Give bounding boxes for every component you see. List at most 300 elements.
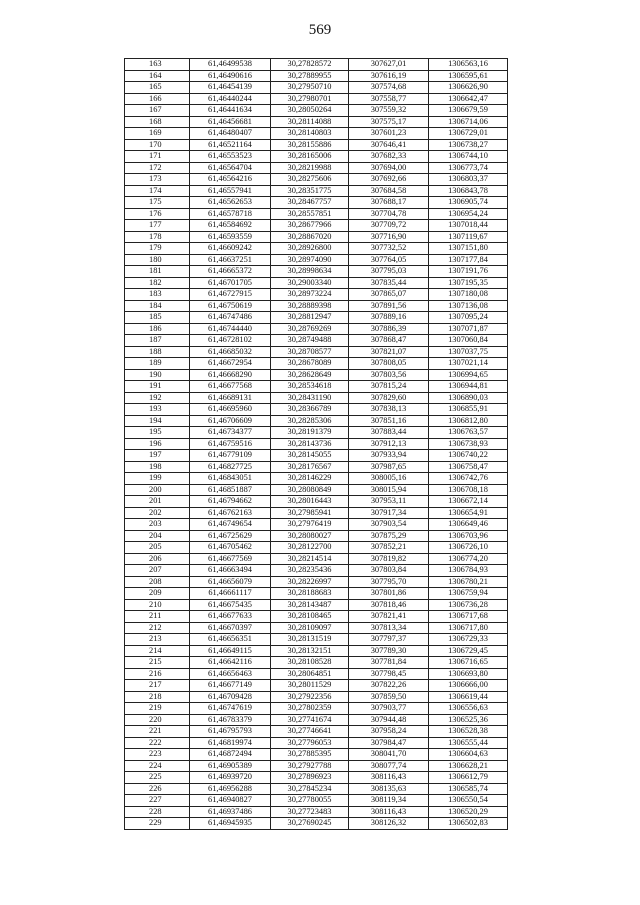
x-coordinate-cell: 307838,13 bbox=[349, 404, 429, 416]
point-number-cell: 180 bbox=[125, 254, 190, 266]
table-row bbox=[125, 243, 508, 255]
x-coordinate-cell: 307984,47 bbox=[349, 737, 429, 749]
y-coordinate-cell: 1306812,80 bbox=[429, 415, 508, 427]
table-row bbox=[125, 70, 508, 82]
table-row bbox=[125, 450, 508, 462]
x-coordinate-cell: 308041,70 bbox=[349, 749, 429, 761]
y-coordinate-cell: 1306740,22 bbox=[429, 450, 508, 462]
x-coordinate-cell: 307917,34 bbox=[349, 507, 429, 519]
point-number-cell: 174 bbox=[125, 185, 190, 197]
y-coordinate-cell: 1306890,03 bbox=[429, 392, 508, 404]
table-row bbox=[125, 312, 508, 324]
coordinates-table-body bbox=[125, 59, 508, 830]
point-number-cell: 196 bbox=[125, 438, 190, 450]
y-coordinate-cell: 1306612,79 bbox=[429, 772, 508, 784]
latitude-cell: 61,46728102 bbox=[190, 335, 271, 347]
point-number-cell: 170 bbox=[125, 139, 190, 151]
x-coordinate-cell: 307944,48 bbox=[349, 714, 429, 726]
table-row bbox=[125, 519, 508, 531]
latitude-cell: 61,46956288 bbox=[190, 783, 271, 795]
latitude-cell: 61,46747619 bbox=[190, 703, 271, 715]
point-number-cell: 220 bbox=[125, 714, 190, 726]
longitude-cell: 30,27746641 bbox=[271, 726, 349, 738]
table-row bbox=[125, 82, 508, 94]
longitude-cell: 30,28108528 bbox=[271, 657, 349, 669]
table-row bbox=[125, 611, 508, 623]
longitude-cell: 30,28165006 bbox=[271, 151, 349, 163]
table-row bbox=[125, 703, 508, 715]
latitude-cell: 61,46819974 bbox=[190, 737, 271, 749]
x-coordinate-cell: 307716,90 bbox=[349, 231, 429, 243]
latitude-cell: 61,46685032 bbox=[190, 346, 271, 358]
latitude-cell: 61,46677568 bbox=[190, 381, 271, 393]
x-coordinate-cell: 307732,52 bbox=[349, 243, 429, 255]
longitude-cell: 30,28678089 bbox=[271, 358, 349, 370]
x-coordinate-cell: 307684,58 bbox=[349, 185, 429, 197]
table-row bbox=[125, 657, 508, 669]
x-coordinate-cell: 307764,05 bbox=[349, 254, 429, 266]
latitude-cell: 61,46564216 bbox=[190, 174, 271, 186]
x-coordinate-cell: 308119,34 bbox=[349, 795, 429, 807]
table-row bbox=[125, 553, 508, 565]
y-coordinate-cell: 1306604,63 bbox=[429, 749, 508, 761]
point-number-cell: 197 bbox=[125, 450, 190, 462]
point-number-cell: 211 bbox=[125, 611, 190, 623]
latitude-cell: 61,46584692 bbox=[190, 220, 271, 232]
x-coordinate-cell: 307646,41 bbox=[349, 139, 429, 151]
y-coordinate-cell: 1306556,63 bbox=[429, 703, 508, 715]
longitude-cell: 30,28016443 bbox=[271, 496, 349, 508]
x-coordinate-cell: 307868,47 bbox=[349, 335, 429, 347]
table-row bbox=[125, 772, 508, 784]
longitude-cell: 30,28155886 bbox=[271, 139, 349, 151]
longitude-cell: 30,28226997 bbox=[271, 576, 349, 588]
latitude-cell: 61,46593559 bbox=[190, 231, 271, 243]
table-row bbox=[125, 323, 508, 335]
x-coordinate-cell: 307953,11 bbox=[349, 496, 429, 508]
longitude-cell: 30,28109097 bbox=[271, 622, 349, 634]
longitude-cell: 30,28191379 bbox=[271, 427, 349, 439]
latitude-cell: 61,46661117 bbox=[190, 588, 271, 600]
latitude-cell: 61,46701705 bbox=[190, 277, 271, 289]
point-number-cell: 188 bbox=[125, 346, 190, 358]
point-number-cell: 216 bbox=[125, 668, 190, 680]
latitude-cell: 61,46940827 bbox=[190, 795, 271, 807]
table-row bbox=[125, 289, 508, 301]
table-row bbox=[125, 737, 508, 749]
y-coordinate-cell: 1306843,78 bbox=[429, 185, 508, 197]
latitude-cell: 61,46705462 bbox=[190, 542, 271, 554]
point-number-cell: 173 bbox=[125, 174, 190, 186]
latitude-cell: 61,46851887 bbox=[190, 484, 271, 496]
table-row bbox=[125, 622, 508, 634]
latitude-cell: 61,46440244 bbox=[190, 93, 271, 105]
table-row bbox=[125, 254, 508, 266]
y-coordinate-cell: 1306626,90 bbox=[429, 82, 508, 94]
latitude-cell: 61,46553523 bbox=[190, 151, 271, 163]
table-row bbox=[125, 381, 508, 393]
table-row bbox=[125, 484, 508, 496]
latitude-cell: 61,46609242 bbox=[190, 243, 271, 255]
x-coordinate-cell: 307822,26 bbox=[349, 680, 429, 692]
latitude-cell: 61,46480407 bbox=[190, 128, 271, 140]
y-coordinate-cell: 1307021,14 bbox=[429, 358, 508, 370]
y-coordinate-cell: 1306649,46 bbox=[429, 519, 508, 531]
point-number-cell: 227 bbox=[125, 795, 190, 807]
table-row bbox=[125, 128, 508, 140]
y-coordinate-cell: 1307195,35 bbox=[429, 277, 508, 289]
x-coordinate-cell: 307821,41 bbox=[349, 611, 429, 623]
table-row bbox=[125, 530, 508, 542]
longitude-cell: 30,28214514 bbox=[271, 553, 349, 565]
x-coordinate-cell: 308116,43 bbox=[349, 772, 429, 784]
y-coordinate-cell: 1306726,10 bbox=[429, 542, 508, 554]
y-coordinate-cell: 1306994,65 bbox=[429, 369, 508, 381]
point-number-cell: 225 bbox=[125, 772, 190, 784]
x-coordinate-cell: 308116,43 bbox=[349, 806, 429, 818]
point-number-cell: 205 bbox=[125, 542, 190, 554]
x-coordinate-cell: 308077,74 bbox=[349, 760, 429, 772]
longitude-cell: 30,28812947 bbox=[271, 312, 349, 324]
x-coordinate-cell: 307865,07 bbox=[349, 289, 429, 301]
y-coordinate-cell: 1306763,57 bbox=[429, 427, 508, 439]
y-coordinate-cell: 1306595,61 bbox=[429, 70, 508, 82]
table-row bbox=[125, 760, 508, 772]
latitude-cell: 61,46521164 bbox=[190, 139, 271, 151]
point-number-cell: 184 bbox=[125, 300, 190, 312]
x-coordinate-cell: 307795,70 bbox=[349, 576, 429, 588]
y-coordinate-cell: 1306738,27 bbox=[429, 139, 508, 151]
point-number-cell: 229 bbox=[125, 818, 190, 830]
y-coordinate-cell: 1306654,91 bbox=[429, 507, 508, 519]
point-number-cell: 182 bbox=[125, 277, 190, 289]
x-coordinate-cell: 307798,45 bbox=[349, 668, 429, 680]
x-coordinate-cell: 307803,84 bbox=[349, 565, 429, 577]
latitude-cell: 61,46937486 bbox=[190, 806, 271, 818]
longitude-cell: 30,27828572 bbox=[271, 59, 349, 71]
latitude-cell: 61,46843051 bbox=[190, 473, 271, 485]
latitude-cell: 61,46750619 bbox=[190, 300, 271, 312]
point-number-cell: 177 bbox=[125, 220, 190, 232]
latitude-cell: 61,46499538 bbox=[190, 59, 271, 71]
longitude-cell: 30,28122700 bbox=[271, 542, 349, 554]
longitude-cell: 30,28926800 bbox=[271, 243, 349, 255]
x-coordinate-cell: 307704,78 bbox=[349, 208, 429, 220]
point-number-cell: 210 bbox=[125, 599, 190, 611]
point-number-cell: 178 bbox=[125, 231, 190, 243]
y-coordinate-cell: 1306784,93 bbox=[429, 565, 508, 577]
point-number-cell: 221 bbox=[125, 726, 190, 738]
longitude-cell: 30,27690245 bbox=[271, 818, 349, 830]
table-row bbox=[125, 438, 508, 450]
y-coordinate-cell: 1306679,59 bbox=[429, 105, 508, 117]
point-number-cell: 202 bbox=[125, 507, 190, 519]
point-number-cell: 185 bbox=[125, 312, 190, 324]
longitude-cell: 30,28176567 bbox=[271, 461, 349, 473]
y-coordinate-cell: 1306729,33 bbox=[429, 634, 508, 646]
longitude-cell: 30,28108465 bbox=[271, 611, 349, 623]
longitude-cell: 30,28628649 bbox=[271, 369, 349, 381]
latitude-cell: 61,46749654 bbox=[190, 519, 271, 531]
point-number-cell: 223 bbox=[125, 749, 190, 761]
latitude-cell: 61,46441634 bbox=[190, 105, 271, 117]
longitude-cell: 30,27922356 bbox=[271, 691, 349, 703]
latitude-cell: 61,46706609 bbox=[190, 415, 271, 427]
y-coordinate-cell: 1306502,83 bbox=[429, 818, 508, 830]
longitude-cell: 30,28143736 bbox=[271, 438, 349, 450]
y-coordinate-cell: 1306744,10 bbox=[429, 151, 508, 163]
longitude-cell: 30,27885395 bbox=[271, 749, 349, 761]
table-row bbox=[125, 576, 508, 588]
longitude-cell: 30,27985941 bbox=[271, 507, 349, 519]
point-number-cell: 209 bbox=[125, 588, 190, 600]
x-coordinate-cell: 307803,56 bbox=[349, 369, 429, 381]
longitude-cell: 30,28114088 bbox=[271, 116, 349, 128]
x-coordinate-cell: 307559,32 bbox=[349, 105, 429, 117]
longitude-cell: 30,28351775 bbox=[271, 185, 349, 197]
table-row bbox=[125, 783, 508, 795]
x-coordinate-cell: 307987,65 bbox=[349, 461, 429, 473]
y-coordinate-cell: 1306759,94 bbox=[429, 588, 508, 600]
y-coordinate-cell: 1306672,14 bbox=[429, 496, 508, 508]
point-number-cell: 214 bbox=[125, 645, 190, 657]
longitude-cell: 30,28140803 bbox=[271, 128, 349, 140]
y-coordinate-cell: 1306628,21 bbox=[429, 760, 508, 772]
longitude-cell: 30,28188683 bbox=[271, 588, 349, 600]
latitude-cell: 61,46759516 bbox=[190, 438, 271, 450]
y-coordinate-cell: 1307180,08 bbox=[429, 289, 508, 301]
longitude-cell: 30,28219988 bbox=[271, 162, 349, 174]
x-coordinate-cell: 307781,84 bbox=[349, 657, 429, 669]
y-coordinate-cell: 1306736,28 bbox=[429, 599, 508, 611]
y-coordinate-cell: 1306642,47 bbox=[429, 93, 508, 105]
longitude-cell: 30,28867020 bbox=[271, 231, 349, 243]
y-coordinate-cell: 1306708,18 bbox=[429, 484, 508, 496]
latitude-cell: 61,46783379 bbox=[190, 714, 271, 726]
y-coordinate-cell: 1306855,91 bbox=[429, 404, 508, 416]
point-number-cell: 195 bbox=[125, 427, 190, 439]
longitude-cell: 30,28064851 bbox=[271, 668, 349, 680]
latitude-cell: 61,46939720 bbox=[190, 772, 271, 784]
point-number-cell: 192 bbox=[125, 392, 190, 404]
latitude-cell: 61,46677633 bbox=[190, 611, 271, 623]
x-coordinate-cell: 307616,19 bbox=[349, 70, 429, 82]
latitude-cell: 61,46490616 bbox=[190, 70, 271, 82]
table-row bbox=[125, 507, 508, 519]
x-coordinate-cell: 307789,30 bbox=[349, 645, 429, 657]
y-coordinate-cell: 1307095,24 bbox=[429, 312, 508, 324]
point-number-cell: 207 bbox=[125, 565, 190, 577]
x-coordinate-cell: 307883,44 bbox=[349, 427, 429, 439]
x-coordinate-cell: 307829,60 bbox=[349, 392, 429, 404]
longitude-cell: 30,27741674 bbox=[271, 714, 349, 726]
x-coordinate-cell: 307818,46 bbox=[349, 599, 429, 611]
x-coordinate-cell: 307821,07 bbox=[349, 346, 429, 358]
x-coordinate-cell: 307903,77 bbox=[349, 703, 429, 715]
longitude-cell: 30,28749488 bbox=[271, 335, 349, 347]
y-coordinate-cell: 1307071,87 bbox=[429, 323, 508, 335]
x-coordinate-cell: 307851,16 bbox=[349, 415, 429, 427]
table-row bbox=[125, 461, 508, 473]
latitude-cell: 61,46649115 bbox=[190, 645, 271, 657]
point-number-cell: 168 bbox=[125, 116, 190, 128]
longitude-cell: 30,28050264 bbox=[271, 105, 349, 117]
x-coordinate-cell: 307808,05 bbox=[349, 358, 429, 370]
latitude-cell: 61,46744440 bbox=[190, 323, 271, 335]
y-coordinate-cell: 1307151,80 bbox=[429, 243, 508, 255]
point-number-cell: 183 bbox=[125, 289, 190, 301]
page-number: 569 bbox=[308, 22, 332, 38]
y-coordinate-cell: 1307037,75 bbox=[429, 346, 508, 358]
y-coordinate-cell: 1306758,47 bbox=[429, 461, 508, 473]
longitude-cell: 30,27976419 bbox=[271, 519, 349, 531]
table-row bbox=[125, 680, 508, 692]
latitude-cell: 61,46663494 bbox=[190, 565, 271, 577]
table-row bbox=[125, 473, 508, 485]
y-coordinate-cell: 1306703,96 bbox=[429, 530, 508, 542]
y-coordinate-cell: 1306729,45 bbox=[429, 645, 508, 657]
x-coordinate-cell: 307933,94 bbox=[349, 450, 429, 462]
table-row bbox=[125, 726, 508, 738]
longitude-cell: 30,27796053 bbox=[271, 737, 349, 749]
point-number-cell: 208 bbox=[125, 576, 190, 588]
table-row bbox=[125, 266, 508, 278]
longitude-cell: 30,28973224 bbox=[271, 289, 349, 301]
point-number-cell: 203 bbox=[125, 519, 190, 531]
y-coordinate-cell: 1307018,44 bbox=[429, 220, 508, 232]
latitude-cell: 61,46905389 bbox=[190, 760, 271, 772]
table-row bbox=[125, 162, 508, 174]
longitude-cell: 30,28080027 bbox=[271, 530, 349, 542]
point-number-cell: 199 bbox=[125, 473, 190, 485]
latitude-cell: 61,46454139 bbox=[190, 82, 271, 94]
latitude-cell: 61,46656463 bbox=[190, 668, 271, 680]
table-row bbox=[125, 795, 508, 807]
x-coordinate-cell: 307575,17 bbox=[349, 116, 429, 128]
point-number-cell: 193 bbox=[125, 404, 190, 416]
longitude-cell: 30,28998634 bbox=[271, 266, 349, 278]
table-row bbox=[125, 358, 508, 370]
x-coordinate-cell: 307694,00 bbox=[349, 162, 429, 174]
point-number-cell: 200 bbox=[125, 484, 190, 496]
y-coordinate-cell: 1306738,93 bbox=[429, 438, 508, 450]
x-coordinate-cell: 307558,77 bbox=[349, 93, 429, 105]
point-number-cell: 171 bbox=[125, 151, 190, 163]
longitude-cell: 30,27802359 bbox=[271, 703, 349, 715]
table-row bbox=[125, 588, 508, 600]
point-number-cell: 186 bbox=[125, 323, 190, 335]
longitude-cell: 30,27950710 bbox=[271, 82, 349, 94]
table-row bbox=[125, 749, 508, 761]
latitude-cell: 61,46642116 bbox=[190, 657, 271, 669]
x-coordinate-cell: 307688,17 bbox=[349, 197, 429, 209]
x-coordinate-cell: 307627,01 bbox=[349, 59, 429, 71]
point-number-cell: 166 bbox=[125, 93, 190, 105]
x-coordinate-cell: 307859,50 bbox=[349, 691, 429, 703]
longitude-cell: 30,27845234 bbox=[271, 783, 349, 795]
x-coordinate-cell: 307682,33 bbox=[349, 151, 429, 163]
longitude-cell: 30,28431190 bbox=[271, 392, 349, 404]
y-coordinate-cell: 1306717,68 bbox=[429, 611, 508, 623]
point-number-cell: 228 bbox=[125, 806, 190, 818]
table-row bbox=[125, 277, 508, 289]
table-row bbox=[125, 427, 508, 439]
table-row bbox=[125, 818, 508, 830]
latitude-cell: 61,46695960 bbox=[190, 404, 271, 416]
point-number-cell: 187 bbox=[125, 335, 190, 347]
x-coordinate-cell: 307813,34 bbox=[349, 622, 429, 634]
point-number-cell: 217 bbox=[125, 680, 190, 692]
table-row bbox=[125, 105, 508, 117]
point-number-cell: 206 bbox=[125, 553, 190, 565]
y-coordinate-cell: 1306619,44 bbox=[429, 691, 508, 703]
point-number-cell: 198 bbox=[125, 461, 190, 473]
table-row bbox=[125, 151, 508, 163]
y-coordinate-cell: 1306944,81 bbox=[429, 381, 508, 393]
table-row bbox=[125, 300, 508, 312]
table-row bbox=[125, 645, 508, 657]
longitude-cell: 30,28534618 bbox=[271, 381, 349, 393]
y-coordinate-cell: 1307119,67 bbox=[429, 231, 508, 243]
x-coordinate-cell: 307709,72 bbox=[349, 220, 429, 232]
latitude-cell: 61,46557941 bbox=[190, 185, 271, 197]
longitude-cell: 30,28131519 bbox=[271, 634, 349, 646]
latitude-cell: 61,46795793 bbox=[190, 726, 271, 738]
latitude-cell: 61,46456681 bbox=[190, 116, 271, 128]
y-coordinate-cell: 1306774,20 bbox=[429, 553, 508, 565]
latitude-cell: 61,46725629 bbox=[190, 530, 271, 542]
y-coordinate-cell: 1306666,00 bbox=[429, 680, 508, 692]
table-row bbox=[125, 59, 508, 71]
latitude-cell: 61,46747486 bbox=[190, 312, 271, 324]
longitude-cell: 30,28467757 bbox=[271, 197, 349, 209]
latitude-cell: 61,46670397 bbox=[190, 622, 271, 634]
table-row bbox=[125, 415, 508, 427]
x-coordinate-cell: 308015,94 bbox=[349, 484, 429, 496]
table-row bbox=[125, 116, 508, 128]
longitude-cell: 30,28557851 bbox=[271, 208, 349, 220]
longitude-cell: 30,27896923 bbox=[271, 772, 349, 784]
x-coordinate-cell: 307912,13 bbox=[349, 438, 429, 450]
point-number-cell: 165 bbox=[125, 82, 190, 94]
point-number-cell: 164 bbox=[125, 70, 190, 82]
latitude-cell: 61,46762163 bbox=[190, 507, 271, 519]
latitude-cell: 61,46779109 bbox=[190, 450, 271, 462]
table-row bbox=[125, 231, 508, 243]
x-coordinate-cell: 307801,86 bbox=[349, 588, 429, 600]
x-coordinate-cell: 308135,63 bbox=[349, 783, 429, 795]
x-coordinate-cell: 307835,44 bbox=[349, 277, 429, 289]
table-row bbox=[125, 93, 508, 105]
point-number-cell: 224 bbox=[125, 760, 190, 772]
latitude-cell: 61,46562653 bbox=[190, 197, 271, 209]
x-coordinate-cell: 307903,54 bbox=[349, 519, 429, 531]
table-row bbox=[125, 542, 508, 554]
y-coordinate-cell: 1306773,74 bbox=[429, 162, 508, 174]
longitude-cell: 30,28677966 bbox=[271, 220, 349, 232]
table-row bbox=[125, 174, 508, 186]
longitude-cell: 30,28769269 bbox=[271, 323, 349, 335]
point-number-cell: 181 bbox=[125, 266, 190, 278]
longitude-cell: 30,27927788 bbox=[271, 760, 349, 772]
y-coordinate-cell: 1306520,29 bbox=[429, 806, 508, 818]
longitude-cell: 30,28708577 bbox=[271, 346, 349, 358]
table-row bbox=[125, 369, 508, 381]
longitude-cell: 30,27980701 bbox=[271, 93, 349, 105]
y-coordinate-cell: 1306585,74 bbox=[429, 783, 508, 795]
x-coordinate-cell: 307795,03 bbox=[349, 266, 429, 278]
longitude-cell: 30,28889398 bbox=[271, 300, 349, 312]
